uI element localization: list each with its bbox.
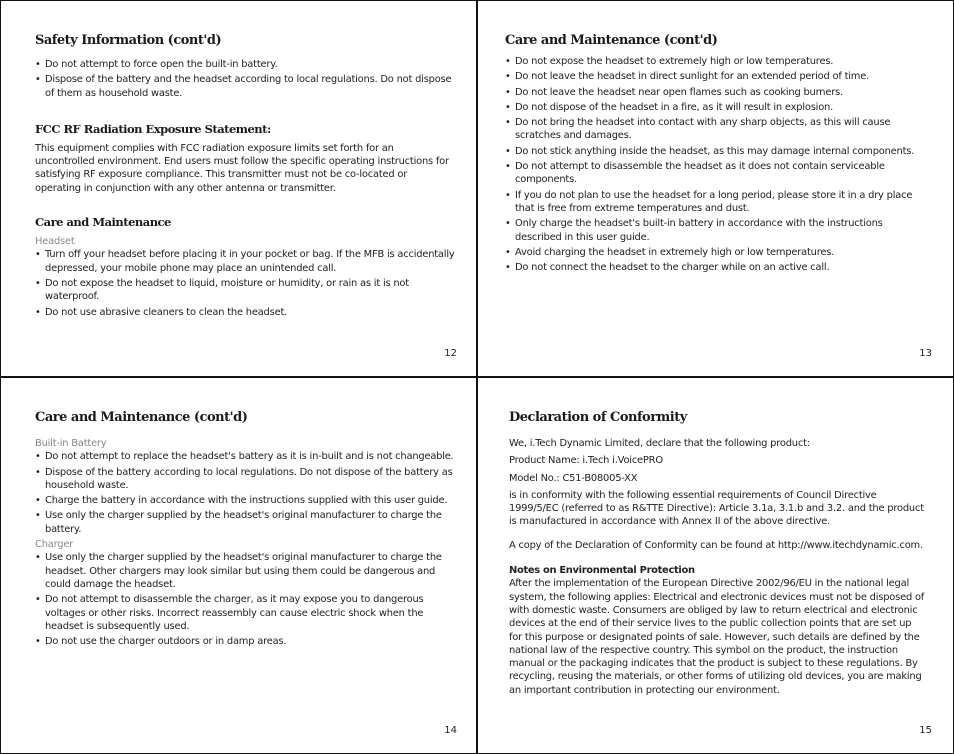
list-item: • Only charge the headset's built-in battery in accordance with the instructions described in this user guide. <box>505 217 930 244</box>
list-item: • Do not attempt to force open the built-in battery. <box>35 58 455 71</box>
list-item: • Do not expose the headset to extremely high or low temperatures. <box>505 55 930 68</box>
battery-list <box>35 450 455 536</box>
list-item: • Do not leave the headset near open flames such as cooking burners. <box>505 86 930 99</box>
charger-label: Charger <box>35 539 74 551</box>
page-number: 13 <box>919 348 932 359</box>
page-14-content <box>35 410 455 650</box>
page-15-content <box>509 410 927 697</box>
declaration-line: We, i.Tech Dynamic Limited, declare that the following product: <box>509 438 810 449</box>
list-item: • Do not use the charger outdoors or in damp areas. <box>35 635 455 648</box>
list-item: • Use only the charger supplied by the headset's original manufacturer to charge the headset. Other chargers may look similar but using them could be dangerous and could damage the headset. <box>35 551 455 591</box>
page-13 <box>477 0 954 377</box>
page-title: Care and Maintenance (cont'd) <box>505 33 718 48</box>
page-title: Care and Maintenance (cont'd) <box>35 410 248 425</box>
page-14 <box>0 377 477 754</box>
safety-list <box>35 58 455 100</box>
fcc-heading: FCC RF Radiation Exposure Statement: <box>35 121 271 136</box>
list-item: • Do not use abrasive cleaners to clean the headset. <box>35 306 455 319</box>
list-item: • Turn off your headset before placing it in your pocket or bag. If the MFB is accidentally depressed, your mobile phone may place an unintended call. <box>35 248 455 275</box>
page-number: 15 <box>919 725 932 736</box>
list-item: • Do not dispose of the headset in a fire, as it will result in explosion. <box>505 101 930 114</box>
declaration-copy-line: A copy of the Declaration of Conformity can be found at http://www.itechdynamic.com. <box>509 539 923 551</box>
list-item: • Do not bring the headset into contact with any sharp objects, as this will cause scratches and damages. <box>505 116 930 143</box>
list-item: • If you do not plan to use the headset for a long period, please store it in a dry place that is free from extreme temperatures and dust. <box>505 189 930 216</box>
list-item: • Do not attempt to replace the headset's battery as it is in-built and is not changeable. <box>35 450 455 463</box>
care-list <box>505 55 930 274</box>
list-item: • Do not attempt to disassemble the headset as it does not contain serviceable components. <box>505 160 930 187</box>
charger-list <box>35 551 455 648</box>
page-number: 12 <box>444 348 457 359</box>
list-item: • Do not connect the headset to the charger while on an active call. <box>505 261 930 274</box>
care-heading: Care and Maintenance <box>35 215 171 230</box>
fcc-paragraph: This equipment complies with FCC radiation exposure limits set forth for an uncontrolled environment. End users must follow the specific operating instructions for satisfying RF exposure compliance. This transmitter must not be co-located or operating in conjunction with any other antenna or transmitter. <box>35 142 449 194</box>
list-item: • Charge the battery in accordance with the instructions supplied with this user guide. <box>35 494 455 507</box>
page-title: Safety Information (cont'd) <box>35 33 222 48</box>
conformity-paragraph: is in conformity with the following essential requirements of Council Directive 1999/5/EC (referred to as R&TTE Directive): Article 3.1a, 3.1.b and 3.2. and the product is manufactured in accordance with Annex II of the above directive. <box>509 489 924 528</box>
page-number: 14 <box>444 725 457 736</box>
page-title: Declaration of Conformity <box>509 410 687 425</box>
list-item: • Dispose of the battery and the headset according to local regulations. Do not dispose of them as household waste. <box>35 73 455 100</box>
list-item: • Do not stick anything inside the headset, as this may damage internal components. <box>505 145 930 158</box>
page-12 <box>0 0 477 377</box>
list-item: • Use only the charger supplied by the headset's original manufacturer to charge the battery. <box>35 509 455 536</box>
list-item: • Do not leave the headset in direct sunlight for an extended period of time. <box>505 70 930 83</box>
notes-paragraph: After the implementation of the European Directive 2002/96/EU in the national legal system, the following applies: Electrical and electronic devices must not be disposed of with domestic waste. Consumers are obliged by law to return electrical and electronic devices at the end of their service lives to the public collection points that are set up for this purpose or designated points of sale. However, such details are defined by the national law of the respective country. This symbol on the product, the instruction manual or the packaging indicates that the product is subject to these regulations. By recycling, reusing the materials, or other forms of utilizing old devices, you are making an important contribution in protecting our environment. <box>509 578 925 696</box>
list-item: • Do not attempt to disassemble the charger, as it may expose you to dangerous voltages or other risks. Incorrect reassembly can cause electric shock when the headset is subsequently used. <box>35 593 455 633</box>
headset-list <box>35 248 455 318</box>
list-item: • Dispose of the battery according to local regulations. Do not dispose of the battery as household waste. <box>35 466 455 493</box>
product-name: Product Name: i.Tech i.VoicePRO <box>509 455 663 467</box>
page-15 <box>477 377 954 754</box>
notes-heading: Notes on Environmental Protection <box>509 565 695 577</box>
model-number: Model No.: C51-B08005-XX <box>509 472 638 484</box>
page-12-content <box>35 33 455 321</box>
list-item: • Avoid charging the headset in extremely high or low temperatures. <box>505 246 930 259</box>
headset-label: Headset <box>35 236 75 248</box>
list-item: • Do not expose the headset to liquid, moisture or humidity, or rain as it is not waterproof. <box>35 277 455 304</box>
page-13-content <box>505 33 930 276</box>
battery-label: Built-in Battery <box>35 438 107 449</box>
